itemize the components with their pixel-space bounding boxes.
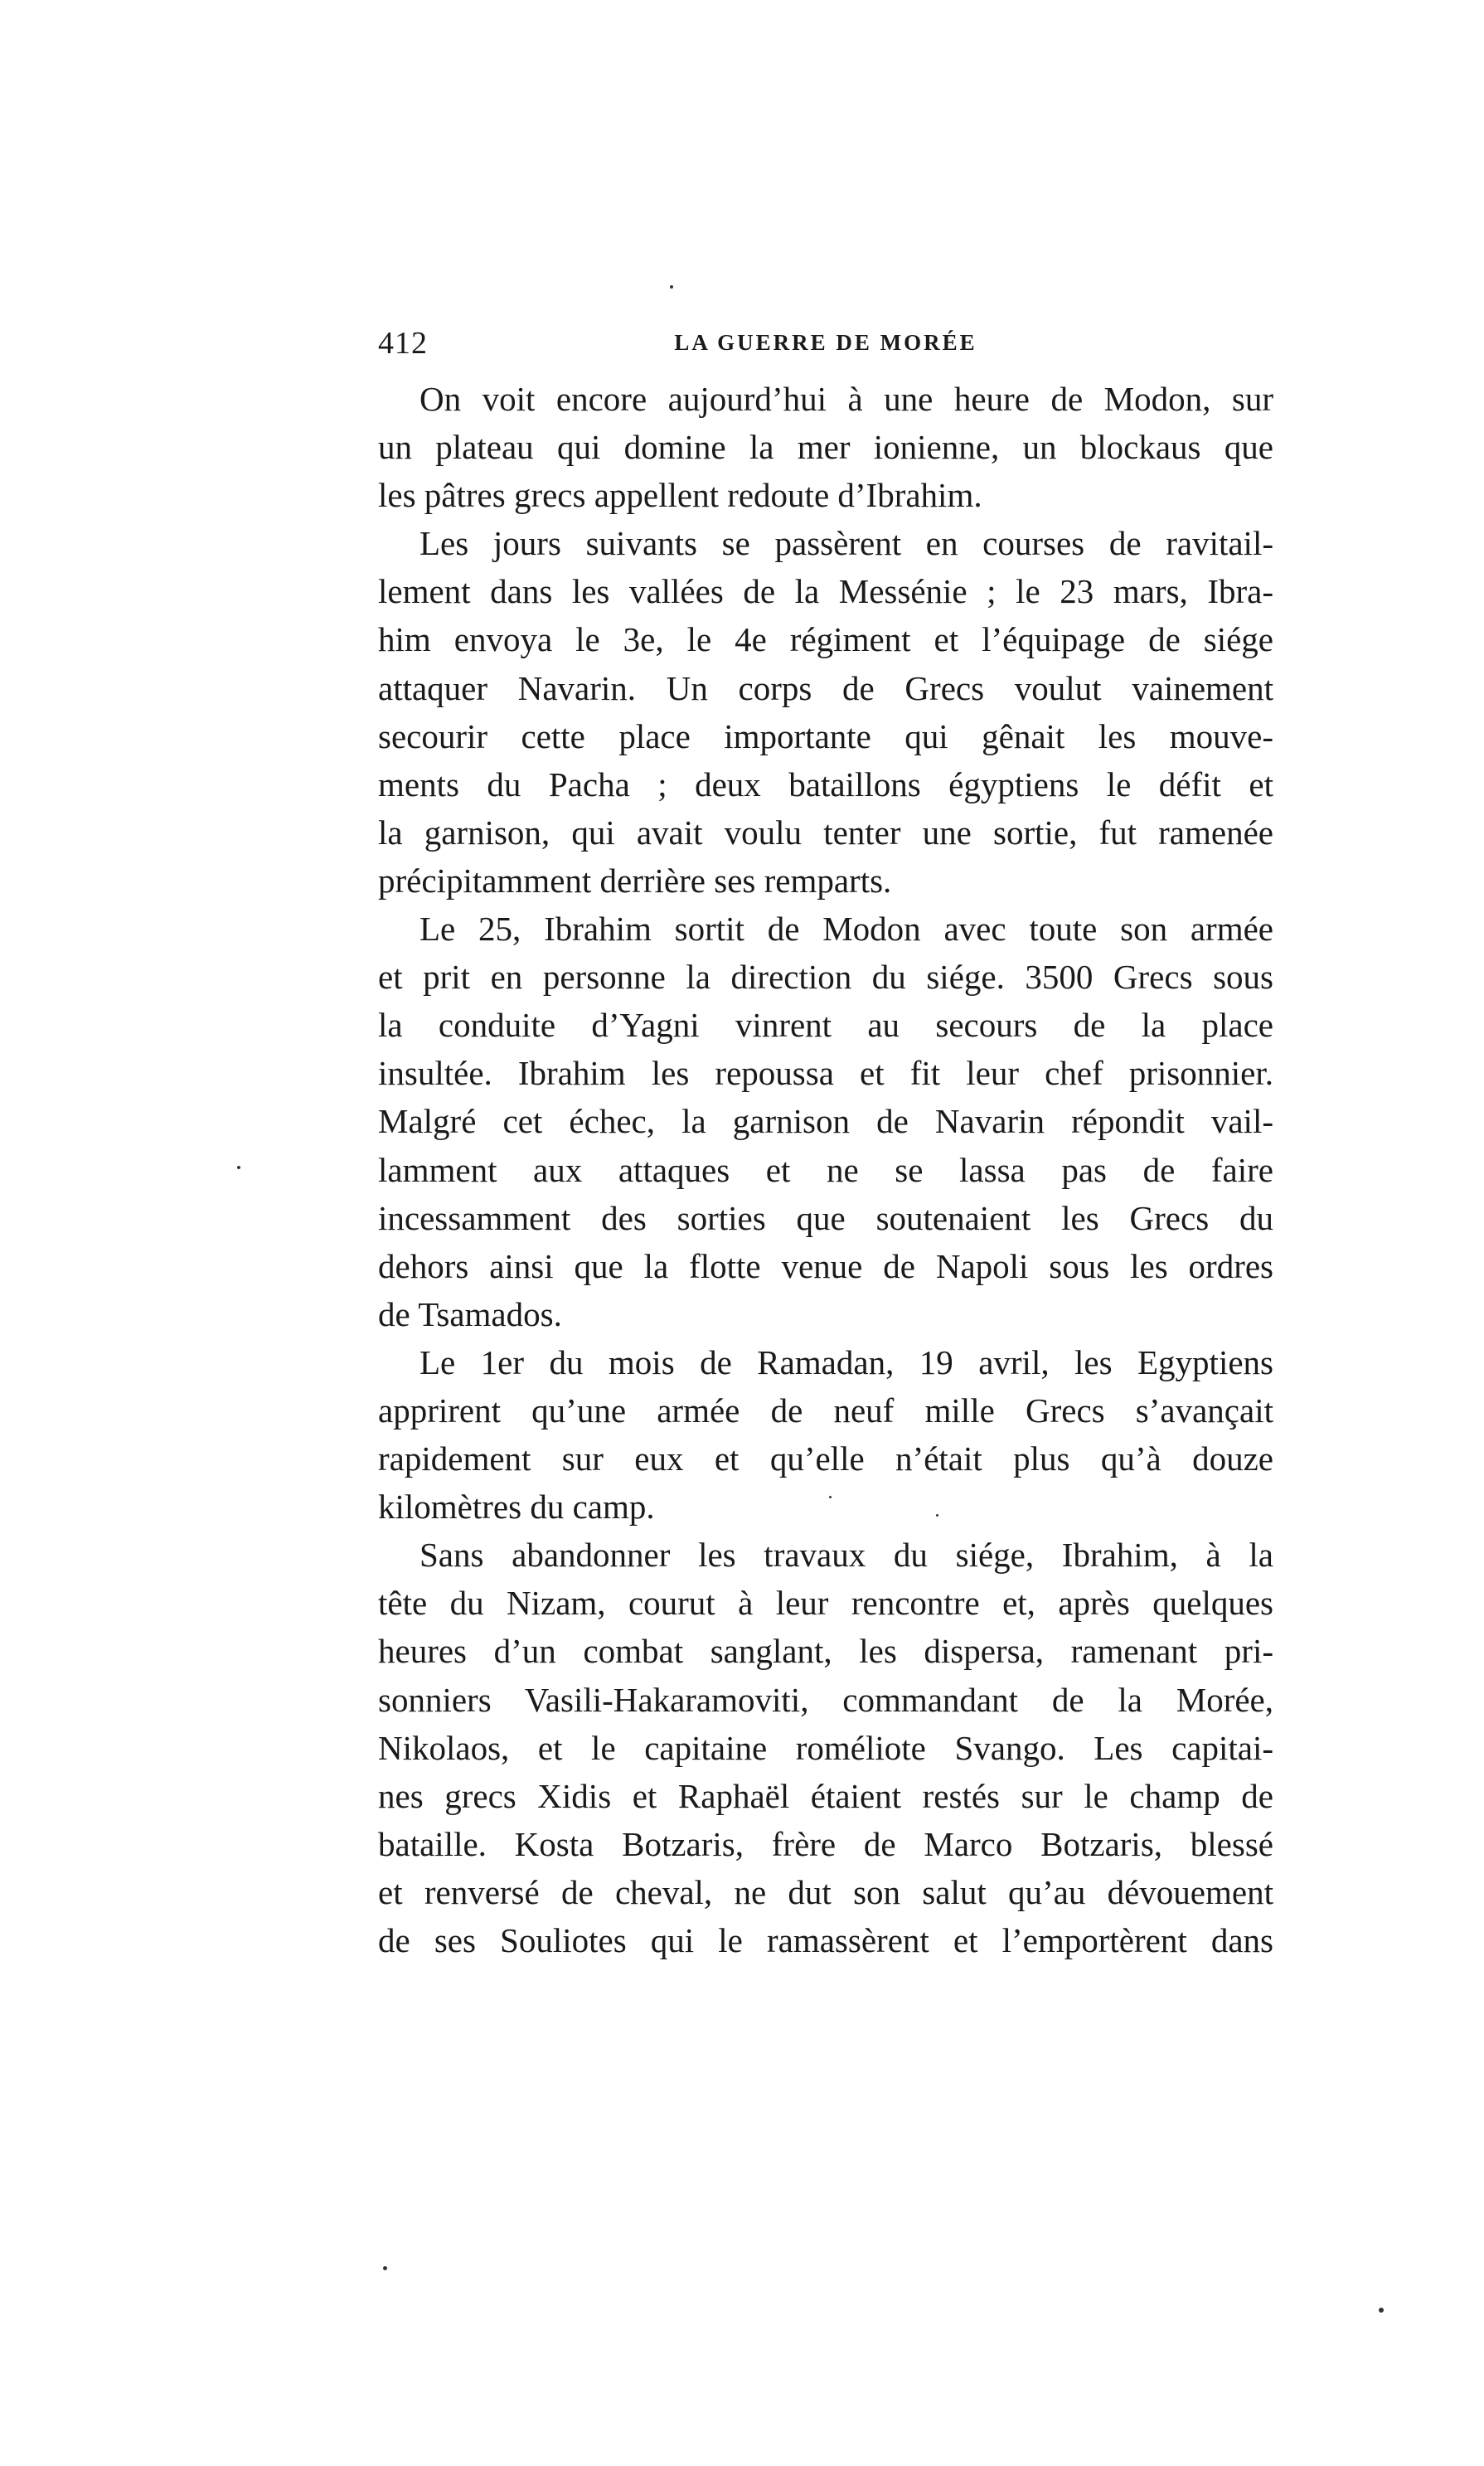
- text-line: de ses Souliotes qui le ramassèrent et l’emportèrent dans: [378, 1921, 1273, 1959]
- text-line: Nikolaos, et le capitaine roméliote Svango. Les capitai-: [378, 1728, 1273, 1767]
- text-line: dehors ainsi que la flotte venue de Napoli sous les ordres: [378, 1246, 1273, 1285]
- text-line: Le 25, Ibrahim sortit de Modon avec toute son armée: [419, 910, 1273, 949]
- text-line: kilomètres du camp.: [378, 1488, 655, 1527]
- text-line: sonniers Vasili-Hakaramoviti, commandant de la Morée,: [378, 1680, 1273, 1719]
- text-line: bataille. Kosta Botzaris, frère de Marco Botzaris, blessé: [378, 1824, 1273, 1863]
- scan-speck: [670, 285, 673, 289]
- text-line: la garnison, qui avait voulu tenter une sortie, fut ramenée: [378, 813, 1273, 852]
- text-line: Malgré cet échec, la garnison de Navarin répondit vail-: [378, 1102, 1273, 1141]
- text-line: rapidement sur eux et qu’elle n’était plus qu’à douze: [378, 1439, 1273, 1478]
- body-text: [378, 375, 1273, 1964]
- page-number: 412: [378, 326, 428, 361]
- text-line: nes grecs Xidis et Raphaël étaient restés sur le champ de: [378, 1776, 1273, 1815]
- page-header: [378, 325, 1273, 367]
- text-line: les pâtres grecs appellent redoute d’Ibrahim.: [378, 476, 982, 515]
- scan-speck: [936, 1514, 938, 1517]
- text-line: Le 1er du mois de Ramadan, 19 avril, les Egyptiens: [419, 1342, 1273, 1381]
- scan-speck: [829, 1496, 832, 1498]
- text-line: On voit encore aujourd’hui à une heure de Modon, sur: [419, 380, 1273, 418]
- text-line: et renversé de cheval, ne dut son salut qu’au dévouement: [378, 1872, 1273, 1911]
- text-line: Sans abandonner les travaux du siége, Ibrahim, à la: [419, 1536, 1273, 1575]
- text-line: Les jours suivants se passèrent en courses de ravitail-: [419, 524, 1273, 563]
- text-line: un plateau qui domine la mer ionienne, un blockaus que: [378, 428, 1273, 467]
- text-line: insultée. Ibrahim les repoussa et fit leur chef prisonnier.: [378, 1054, 1273, 1093]
- text-line: attaquer Navarin. Un corps de Grecs voulut vainement: [378, 668, 1273, 707]
- text-line: la conduite d’Yagni vinrent au secours de la place: [378, 1006, 1273, 1045]
- text-line: de Tsamados.: [378, 1294, 562, 1333]
- text-line: him envoya le 3e, le 4e régiment et l’équipage de siége: [378, 620, 1273, 659]
- text-line: précipitamment derrière ses remparts.: [378, 861, 892, 900]
- text-line: lement dans les vallées de la Messénie ; le 23 mars, Ibra-: [378, 572, 1273, 611]
- text-line: tête du Nizam, courut à leur rencontre et, après quelques: [378, 1584, 1273, 1623]
- text-line: lamment aux attaques et ne se lassa pas de faire: [378, 1150, 1273, 1189]
- text-line: secourir cette place importante qui gênait les mouve-: [378, 716, 1273, 755]
- text-line: et prit en personne la direction du siége. 3500 Grecs sous: [378, 958, 1273, 997]
- text-line: ments du Pacha ; deux bataillons égyptiens le défit et: [378, 765, 1273, 803]
- text-line: heures d’un combat sanglant, les dispersa, ramenant pri-: [378, 1632, 1273, 1671]
- scan-speck: [383, 2266, 387, 2270]
- scan-speck: [1379, 2308, 1384, 2313]
- scan-speck: [237, 1166, 240, 1169]
- text-line: apprirent qu’une armée de neuf mille Grecs s’avançait: [378, 1391, 1273, 1430]
- running-head: LA GUERRE DE MORÉE: [674, 330, 977, 355]
- text-line: incessamment des sorties que soutenaient les Grecs du: [378, 1198, 1273, 1237]
